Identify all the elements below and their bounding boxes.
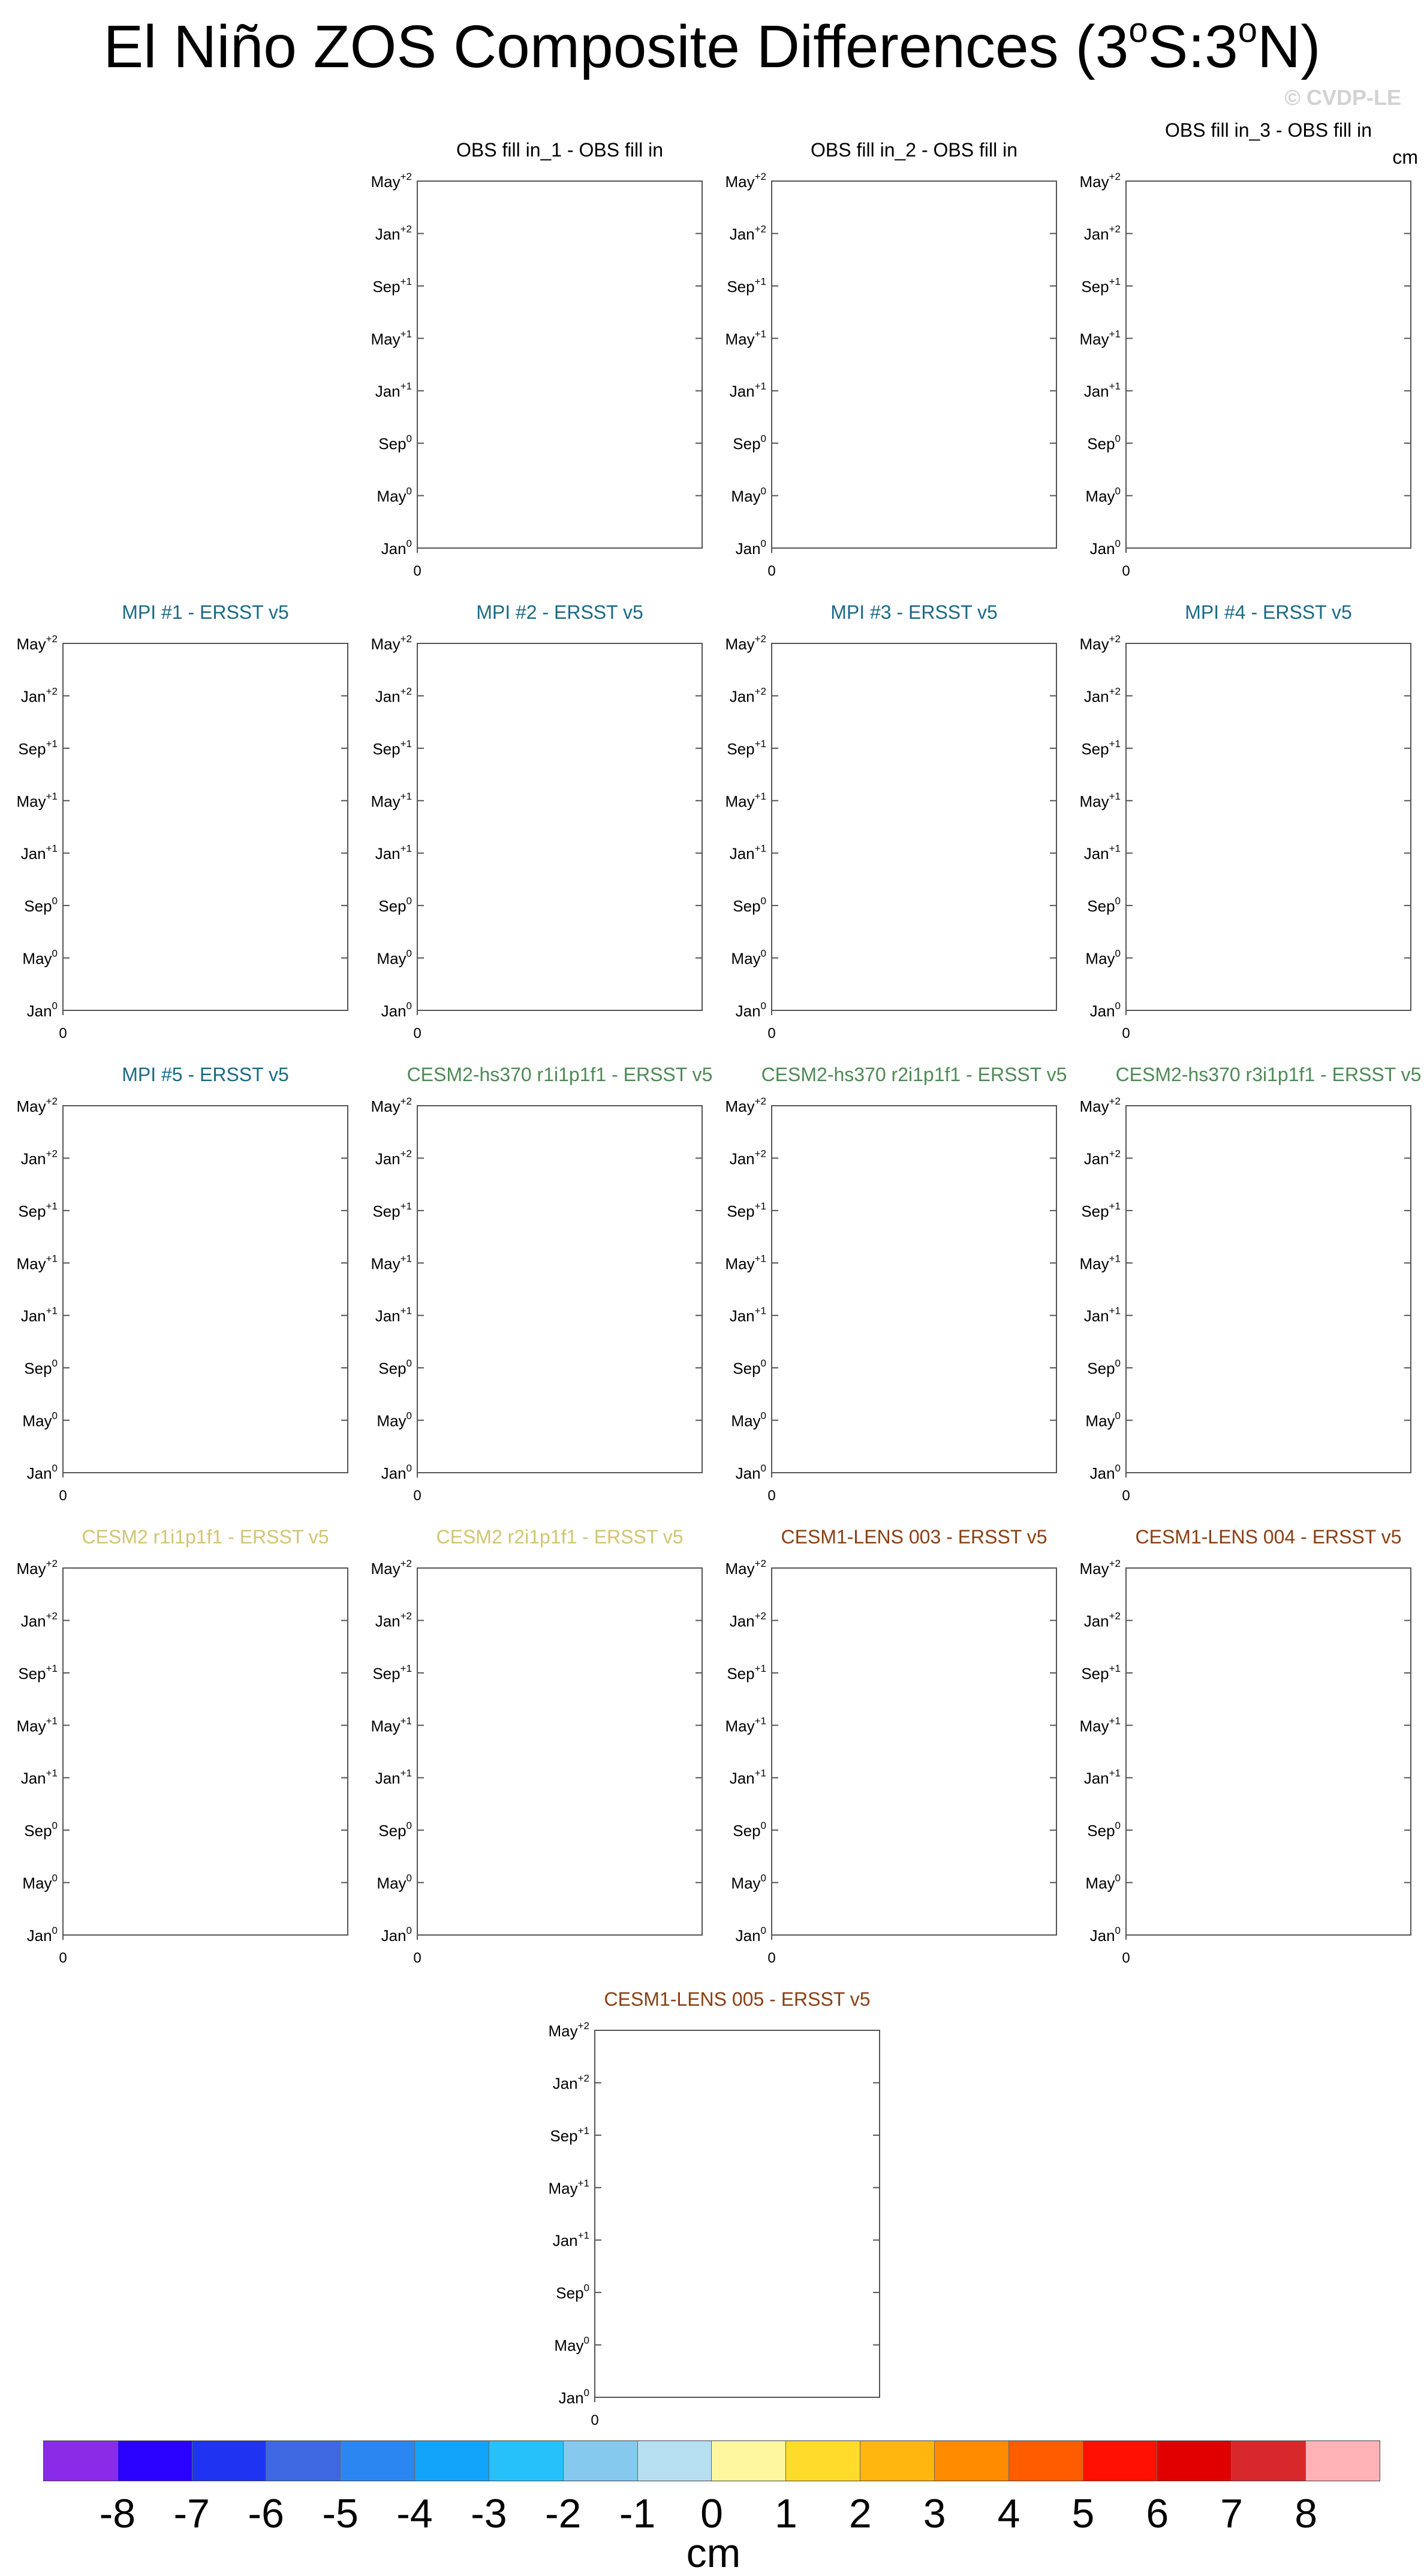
- y-tick-label: Jan$^0$: [735, 538, 766, 558]
- panel: [1079, 601, 1411, 1042]
- y-tick-label: Jan$^{+1}$: [375, 1305, 412, 1325]
- y-tick-label: Sep$^{+1}$: [372, 738, 412, 758]
- y-tick-label: Sep$^0$: [24, 1820, 58, 1840]
- panel-title: MPI #2 - ERSST v5: [476, 601, 643, 623]
- y-tick-label: Sep$^0$: [378, 1358, 412, 1378]
- y-tick-label: May$^0$: [731, 947, 766, 968]
- y-tick-label: Sep$^0$: [24, 1358, 58, 1378]
- watermark: © CVDP-LE: [1284, 85, 1401, 110]
- y-tick-label: May$^{+1}$: [16, 1715, 58, 1735]
- x-tick-label: 0: [767, 563, 776, 579]
- y-tick-label: May$^0$: [22, 947, 58, 968]
- y-tick-label: Sep$^0$: [378, 1820, 412, 1840]
- colorbar-box: [44, 2441, 118, 2481]
- panel: [1079, 1526, 1411, 1966]
- panel: [371, 1526, 702, 1966]
- panel: [371, 601, 702, 1042]
- y-tick-label: May$^0$: [22, 1872, 58, 1892]
- x-tick-label: 0: [1122, 1488, 1130, 1504]
- y-tick-label: Jan$^{+1}$: [729, 1767, 766, 1787]
- y-tick-label: Jan$^0$: [558, 2387, 589, 2407]
- y-tick-label: May$^0$: [377, 1872, 412, 1892]
- y-tick-label: Jan$^{+2}$: [729, 223, 766, 243]
- panel-frame: [1126, 181, 1411, 548]
- y-tick-label: May$^{+2}$: [371, 171, 412, 191]
- y-tick-label: May$^{+2}$: [371, 633, 412, 653]
- y-tick-label: Jan$^0$: [1089, 1925, 1121, 1945]
- panel-title: OBS fill in_1 - OBS fill in: [456, 139, 663, 161]
- panel: [725, 1064, 1067, 1504]
- y-tick-label: Jan$^{+2}$: [1083, 685, 1121, 706]
- y-tick-label: Jan$^0$: [26, 1462, 58, 1482]
- y-tick-label: Sep$^0$: [1087, 895, 1121, 916]
- x-tick-label: 0: [767, 1488, 776, 1504]
- y-tick-label: May$^{+2}$: [1079, 633, 1121, 653]
- y-tick-label: May$^{+1}$: [725, 328, 766, 348]
- y-tick-label: May$^0$: [377, 947, 412, 968]
- panel-frame: [1126, 643, 1411, 1010]
- x-tick-label: 0: [413, 1025, 422, 1042]
- panel-title: CESM2 r1i1p1f1 - ERSST v5: [82, 1526, 329, 1548]
- y-tick-label: Sep$^0$: [24, 895, 58, 916]
- y-tick-label: Jan$^0$: [381, 1000, 412, 1020]
- y-tick-label: Jan$^0$: [26, 1925, 58, 1945]
- y-tick-label: Jan$^0$: [735, 1462, 766, 1482]
- panel-frame: [772, 1106, 1056, 1473]
- y-tick-label: May$^0$: [22, 1410, 58, 1430]
- x-tick-label: 0: [1122, 563, 1130, 579]
- panel: [16, 1526, 348, 1966]
- y-tick-label: Jan$^0$: [381, 1925, 412, 1945]
- y-tick-label: May$^0$: [377, 485, 412, 505]
- y-tick-label: Jan$^{+1}$: [552, 2229, 589, 2250]
- y-tick-label: May$^{+1}$: [725, 1253, 766, 1273]
- colorbar-box: [712, 2441, 786, 2481]
- y-tick-label: Jan$^{+1}$: [1083, 1305, 1121, 1325]
- y-tick-label: May$^{+1}$: [371, 1715, 412, 1735]
- y-tick-label: May$^{+1}$: [371, 790, 412, 811]
- y-tick-label: May$^0$: [731, 1872, 766, 1892]
- x-tick-label: 0: [413, 1488, 422, 1504]
- y-tick-label: Sep$^0$: [556, 2282, 589, 2303]
- x-tick-label: 0: [591, 2412, 599, 2428]
- y-tick-label: May$^{+1}$: [16, 790, 58, 811]
- y-tick-label: Sep$^0$: [733, 1358, 766, 1378]
- y-tick-label: May$^{+1}$: [548, 2177, 589, 2198]
- y-tick-label: Jan$^0$: [1089, 1462, 1121, 1482]
- y-tick-label: May$^{+2}$: [1079, 171, 1121, 191]
- y-tick-label: Jan$^{+2}$: [552, 2072, 589, 2093]
- y-tick-label: Jan$^{+1}$: [1083, 380, 1121, 401]
- panel-frame: [63, 1106, 348, 1473]
- y-tick-label: Sep$^{+1}$: [1081, 738, 1121, 758]
- y-tick-label: Jan$^0$: [26, 1000, 58, 1020]
- panel-title: MPI #4 - ERSST v5: [1185, 601, 1352, 623]
- y-tick-label: Jan$^{+1}$: [20, 842, 58, 863]
- colorbar-box: [860, 2441, 935, 2481]
- y-tick-label: Jan$^{+2}$: [1083, 1148, 1121, 1168]
- colorbar-label: -4: [396, 2491, 433, 2536]
- y-tick-label: May$^{+1}$: [1079, 1253, 1121, 1273]
- x-tick-label: 0: [59, 1950, 67, 1966]
- colorbar-box: [415, 2441, 489, 2481]
- colorbar-label: 2: [848, 2491, 872, 2536]
- panel: [725, 601, 1056, 1042]
- y-tick-label: Jan$^{+2}$: [1083, 223, 1121, 243]
- colorbar-unit: cm: [686, 2530, 741, 2576]
- y-tick-label: Jan$^0$: [735, 1925, 766, 1945]
- y-tick-label: Jan$^{+1}$: [729, 380, 766, 401]
- y-tick-label: Sep$^0$: [733, 895, 766, 916]
- colorbar-box: [489, 2441, 564, 2481]
- y-tick-label: Jan$^{+2}$: [729, 685, 766, 706]
- y-tick-label: May$^{+2}$: [16, 1096, 58, 1115]
- x-tick-label: 0: [1122, 1025, 1130, 1042]
- colorbar-label: 7: [1220, 2491, 1244, 2536]
- x-tick-label: 0: [59, 1488, 67, 1504]
- y-tick-label: Jan$^{+2}$: [20, 685, 58, 706]
- x-tick-label: 0: [767, 1950, 776, 1966]
- y-tick-label: May$^{+2}$: [725, 171, 766, 191]
- title-degree-2: o: [1238, 11, 1258, 50]
- y-tick-label: Sep$^0$: [1087, 1358, 1121, 1378]
- colorbar-label: -2: [544, 2491, 582, 2536]
- y-tick-label: Sep$^{+1}$: [727, 1200, 766, 1220]
- panel-title: MPI #1 - ERSST v5: [122, 601, 289, 623]
- y-tick-label: Sep$^0$: [733, 433, 766, 453]
- colorbar-box: [1232, 2441, 1306, 2481]
- y-tick-label: May$^0$: [1085, 1410, 1121, 1430]
- x-tick-label: 0: [1122, 1950, 1130, 1966]
- panel-title: MPI #3 - ERSST v5: [830, 601, 998, 623]
- y-tick-label: May$^{+1}$: [371, 1253, 412, 1273]
- panel-title: MPI #5 - ERSST v5: [122, 1064, 289, 1085]
- y-tick-label: Jan$^{+1}$: [375, 842, 412, 863]
- y-tick-label: Sep$^{+1}$: [1081, 1662, 1121, 1683]
- y-tick-label: Jan$^{+1}$: [1083, 1767, 1121, 1787]
- panel-title: CESM1-LENS 005 - ERSST v5: [604, 1988, 871, 2010]
- colorbar-label: 5: [1071, 2491, 1095, 2536]
- y-tick-label: Jan$^0$: [1089, 538, 1121, 558]
- panel-frame: [1126, 1106, 1411, 1473]
- y-tick-label: Jan$^0$: [381, 1462, 412, 1482]
- colorbar-label: 3: [923, 2491, 946, 2536]
- y-tick-label: May$^{+1}$: [725, 790, 766, 811]
- y-tick-label: Jan$^{+1}$: [375, 380, 412, 401]
- colorbar-boxes: [43, 2440, 1380, 2481]
- y-tick-label: May$^{+2}$: [1079, 1558, 1121, 1578]
- y-tick-label: Jan$^{+2}$: [20, 1148, 58, 1168]
- panel-frame: [772, 181, 1056, 548]
- y-tick-label: May$^{+1}$: [371, 328, 412, 348]
- y-tick-label: Sep$^{+1}$: [372, 275, 412, 296]
- colorbar-box: [192, 2441, 267, 2481]
- panel: [1079, 119, 1411, 579]
- y-tick-label: May$^0$: [1085, 485, 1121, 505]
- y-tick-label: Sep$^0$: [1087, 1820, 1121, 1840]
- colorbar-box: [935, 2441, 1009, 2481]
- y-tick-label: May$^{+2}$: [548, 2020, 589, 2040]
- y-tick-label: May$^{+2}$: [16, 633, 58, 653]
- y-tick-label: May$^{+1}$: [1079, 328, 1121, 348]
- y-tick-label: May$^{+1}$: [1079, 790, 1121, 811]
- panel-title: CESM2 r2i1p1f1 - ERSST v5: [436, 1526, 684, 1548]
- y-tick-label: May$^{+2}$: [371, 1096, 412, 1115]
- colorbar-box: [1009, 2441, 1083, 2481]
- y-tick-label: May$^{+2}$: [725, 1558, 766, 1578]
- panel-title: CESM1-LENS 003 - ERSST v5: [781, 1526, 1047, 1548]
- y-tick-label: May$^0$: [731, 1410, 766, 1430]
- title-text-2: S:3: [1148, 13, 1238, 80]
- colorbar-label: -8: [99, 2491, 136, 2536]
- y-tick-label: Sep$^{+1}$: [18, 1200, 58, 1220]
- y-tick-label: Sep$^0$: [378, 895, 412, 916]
- y-tick-label: Jan$^{+2}$: [729, 1610, 766, 1630]
- panel-title: CESM2-hs370 r1i1p1f1 - ERSST v5: [407, 1064, 713, 1085]
- panel-frame: [1126, 1568, 1411, 1935]
- y-tick-label: Jan$^{+2}$: [729, 1148, 766, 1168]
- colorbar-label: 0: [700, 2491, 723, 2536]
- y-tick-label: May$^{+1}$: [1079, 1715, 1121, 1735]
- colorbar-box: [1083, 2441, 1158, 2481]
- y-tick-label: Sep$^{+1}$: [1081, 275, 1121, 296]
- x-tick-label: 0: [413, 563, 422, 579]
- colorbar-label: -5: [322, 2491, 359, 2536]
- colorbar-label: -3: [471, 2491, 507, 2536]
- panel: [1079, 1064, 1421, 1504]
- panel: [725, 1526, 1056, 1966]
- panel-frame: [595, 2030, 880, 2397]
- x-tick-label: 0: [59, 1025, 67, 1042]
- panel: [371, 1064, 712, 1504]
- y-tick-label: Jan$^{+2}$: [20, 1610, 58, 1630]
- y-tick-label: Jan$^0$: [1089, 1000, 1121, 1020]
- y-tick-label: Jan$^{+2}$: [375, 223, 412, 243]
- y-tick-label: May$^{+2}$: [1079, 1096, 1121, 1115]
- y-tick-label: Sep$^{+1}$: [1081, 1200, 1121, 1220]
- y-tick-label: Jan$^{+2}$: [375, 1610, 412, 1630]
- y-tick-label: Sep$^{+1}$: [727, 738, 766, 758]
- y-tick-label: May$^{+2}$: [16, 1558, 58, 1578]
- title-text-3: N): [1257, 13, 1321, 80]
- panel: [371, 139, 702, 579]
- colorbar-box: [266, 2441, 341, 2481]
- colorbar-box: [1157, 2441, 1232, 2481]
- y-tick-label: May$^0$: [554, 2334, 589, 2355]
- colorbar-box: [638, 2441, 712, 2481]
- colorbar-box: [564, 2441, 638, 2481]
- y-tick-label: Jan$^{+1}$: [729, 842, 766, 863]
- x-tick-label: 0: [767, 1025, 776, 1042]
- y-tick-label: Jan$^0$: [381, 538, 412, 558]
- colorbar-label: 1: [774, 2491, 797, 2536]
- y-tick-label: Sep$^0$: [1087, 433, 1121, 453]
- title-text-1: El Niño ZOS Composite Differences (3: [103, 13, 1129, 80]
- colorbar-label: -6: [248, 2491, 284, 2536]
- panel-title: OBS fill in_3 - OBS fill in: [1165, 119, 1372, 141]
- panel: [16, 601, 348, 1042]
- panel-title: OBS fill in_2 - OBS fill in: [811, 139, 1017, 161]
- panel: [725, 139, 1056, 579]
- colorbar-label: -7: [173, 2491, 210, 2536]
- y-tick-label: Sep$^{+1}$: [372, 1200, 412, 1220]
- y-tick-label: May$^{+2}$: [725, 633, 766, 653]
- x-tick-label: 0: [413, 1950, 422, 1966]
- panel-title: CESM2-hs370 r3i1p1f1 - ERSST v5: [1115, 1064, 1422, 1085]
- y-tick-label: Jan$^{+2}$: [375, 1148, 412, 1168]
- colorbar-label: 8: [1294, 2491, 1318, 2536]
- y-tick-label: Jan$^{+2}$: [1083, 1610, 1121, 1630]
- panel-title: CESM2-hs370 r2i1p1f1 - ERSST v5: [761, 1064, 1067, 1085]
- panel: [16, 1064, 348, 1504]
- y-tick-label: May$^{+1}$: [725, 1715, 766, 1735]
- panel-frame: [63, 1568, 348, 1935]
- y-tick-label: Sep$^{+1}$: [18, 738, 58, 758]
- title-degree-1: o: [1128, 11, 1148, 50]
- panel-title: CESM1-LENS 004 - ERSST v5: [1135, 1526, 1402, 1548]
- y-tick-label: Sep$^0$: [733, 1820, 766, 1840]
- y-tick-label: Sep$^{+1}$: [550, 2124, 589, 2145]
- y-tick-label: Jan$^{+1}$: [375, 1767, 412, 1787]
- panel-frame: [417, 181, 702, 548]
- y-tick-label: Sep$^{+1}$: [727, 1662, 766, 1683]
- colorbar-box: [786, 2441, 860, 2481]
- panel: [548, 1988, 880, 2428]
- colorbar-label: 4: [997, 2491, 1020, 2536]
- panel-frame: [417, 1568, 702, 1935]
- colorbar-box: [341, 2441, 415, 2481]
- colorbar-label: -1: [619, 2491, 656, 2536]
- y-tick-label: Jan$^0$: [735, 1000, 766, 1020]
- y-tick-label: Jan$^{+1}$: [20, 1767, 58, 1787]
- panel-frame: [772, 643, 1056, 1010]
- y-tick-label: Jan$^{+2}$: [375, 685, 412, 706]
- y-tick-label: Sep$^{+1}$: [18, 1662, 58, 1683]
- y-tick-label: Sep$^{+1}$: [727, 275, 766, 296]
- colorbar-box: [118, 2441, 192, 2481]
- y-tick-label: May$^0$: [1085, 947, 1121, 968]
- y-tick-label: May$^{+2}$: [371, 1558, 412, 1578]
- y-tick-label: Jan$^{+1}$: [20, 1305, 58, 1325]
- panel-frame: [417, 1106, 702, 1473]
- y-tick-label: May$^0$: [731, 485, 766, 505]
- top-unit-label: cm: [1392, 146, 1418, 168]
- panel-frame: [417, 643, 702, 1010]
- y-tick-label: Sep$^0$: [378, 433, 412, 453]
- y-tick-label: May$^{+2}$: [725, 1096, 766, 1115]
- y-tick-label: Sep$^{+1}$: [372, 1662, 412, 1683]
- y-tick-label: May$^{+1}$: [16, 1253, 58, 1273]
- y-tick-label: Jan$^{+1}$: [729, 1305, 766, 1325]
- colorbar-box: [1306, 2441, 1380, 2481]
- y-tick-label: May$^0$: [1085, 1872, 1121, 1892]
- y-tick-label: Jan$^{+1}$: [1083, 842, 1121, 863]
- panel-frame: [63, 643, 348, 1010]
- panel-frame: [772, 1568, 1056, 1935]
- colorbar-label: 6: [1146, 2491, 1169, 2536]
- y-tick-label: May$^0$: [377, 1410, 412, 1430]
